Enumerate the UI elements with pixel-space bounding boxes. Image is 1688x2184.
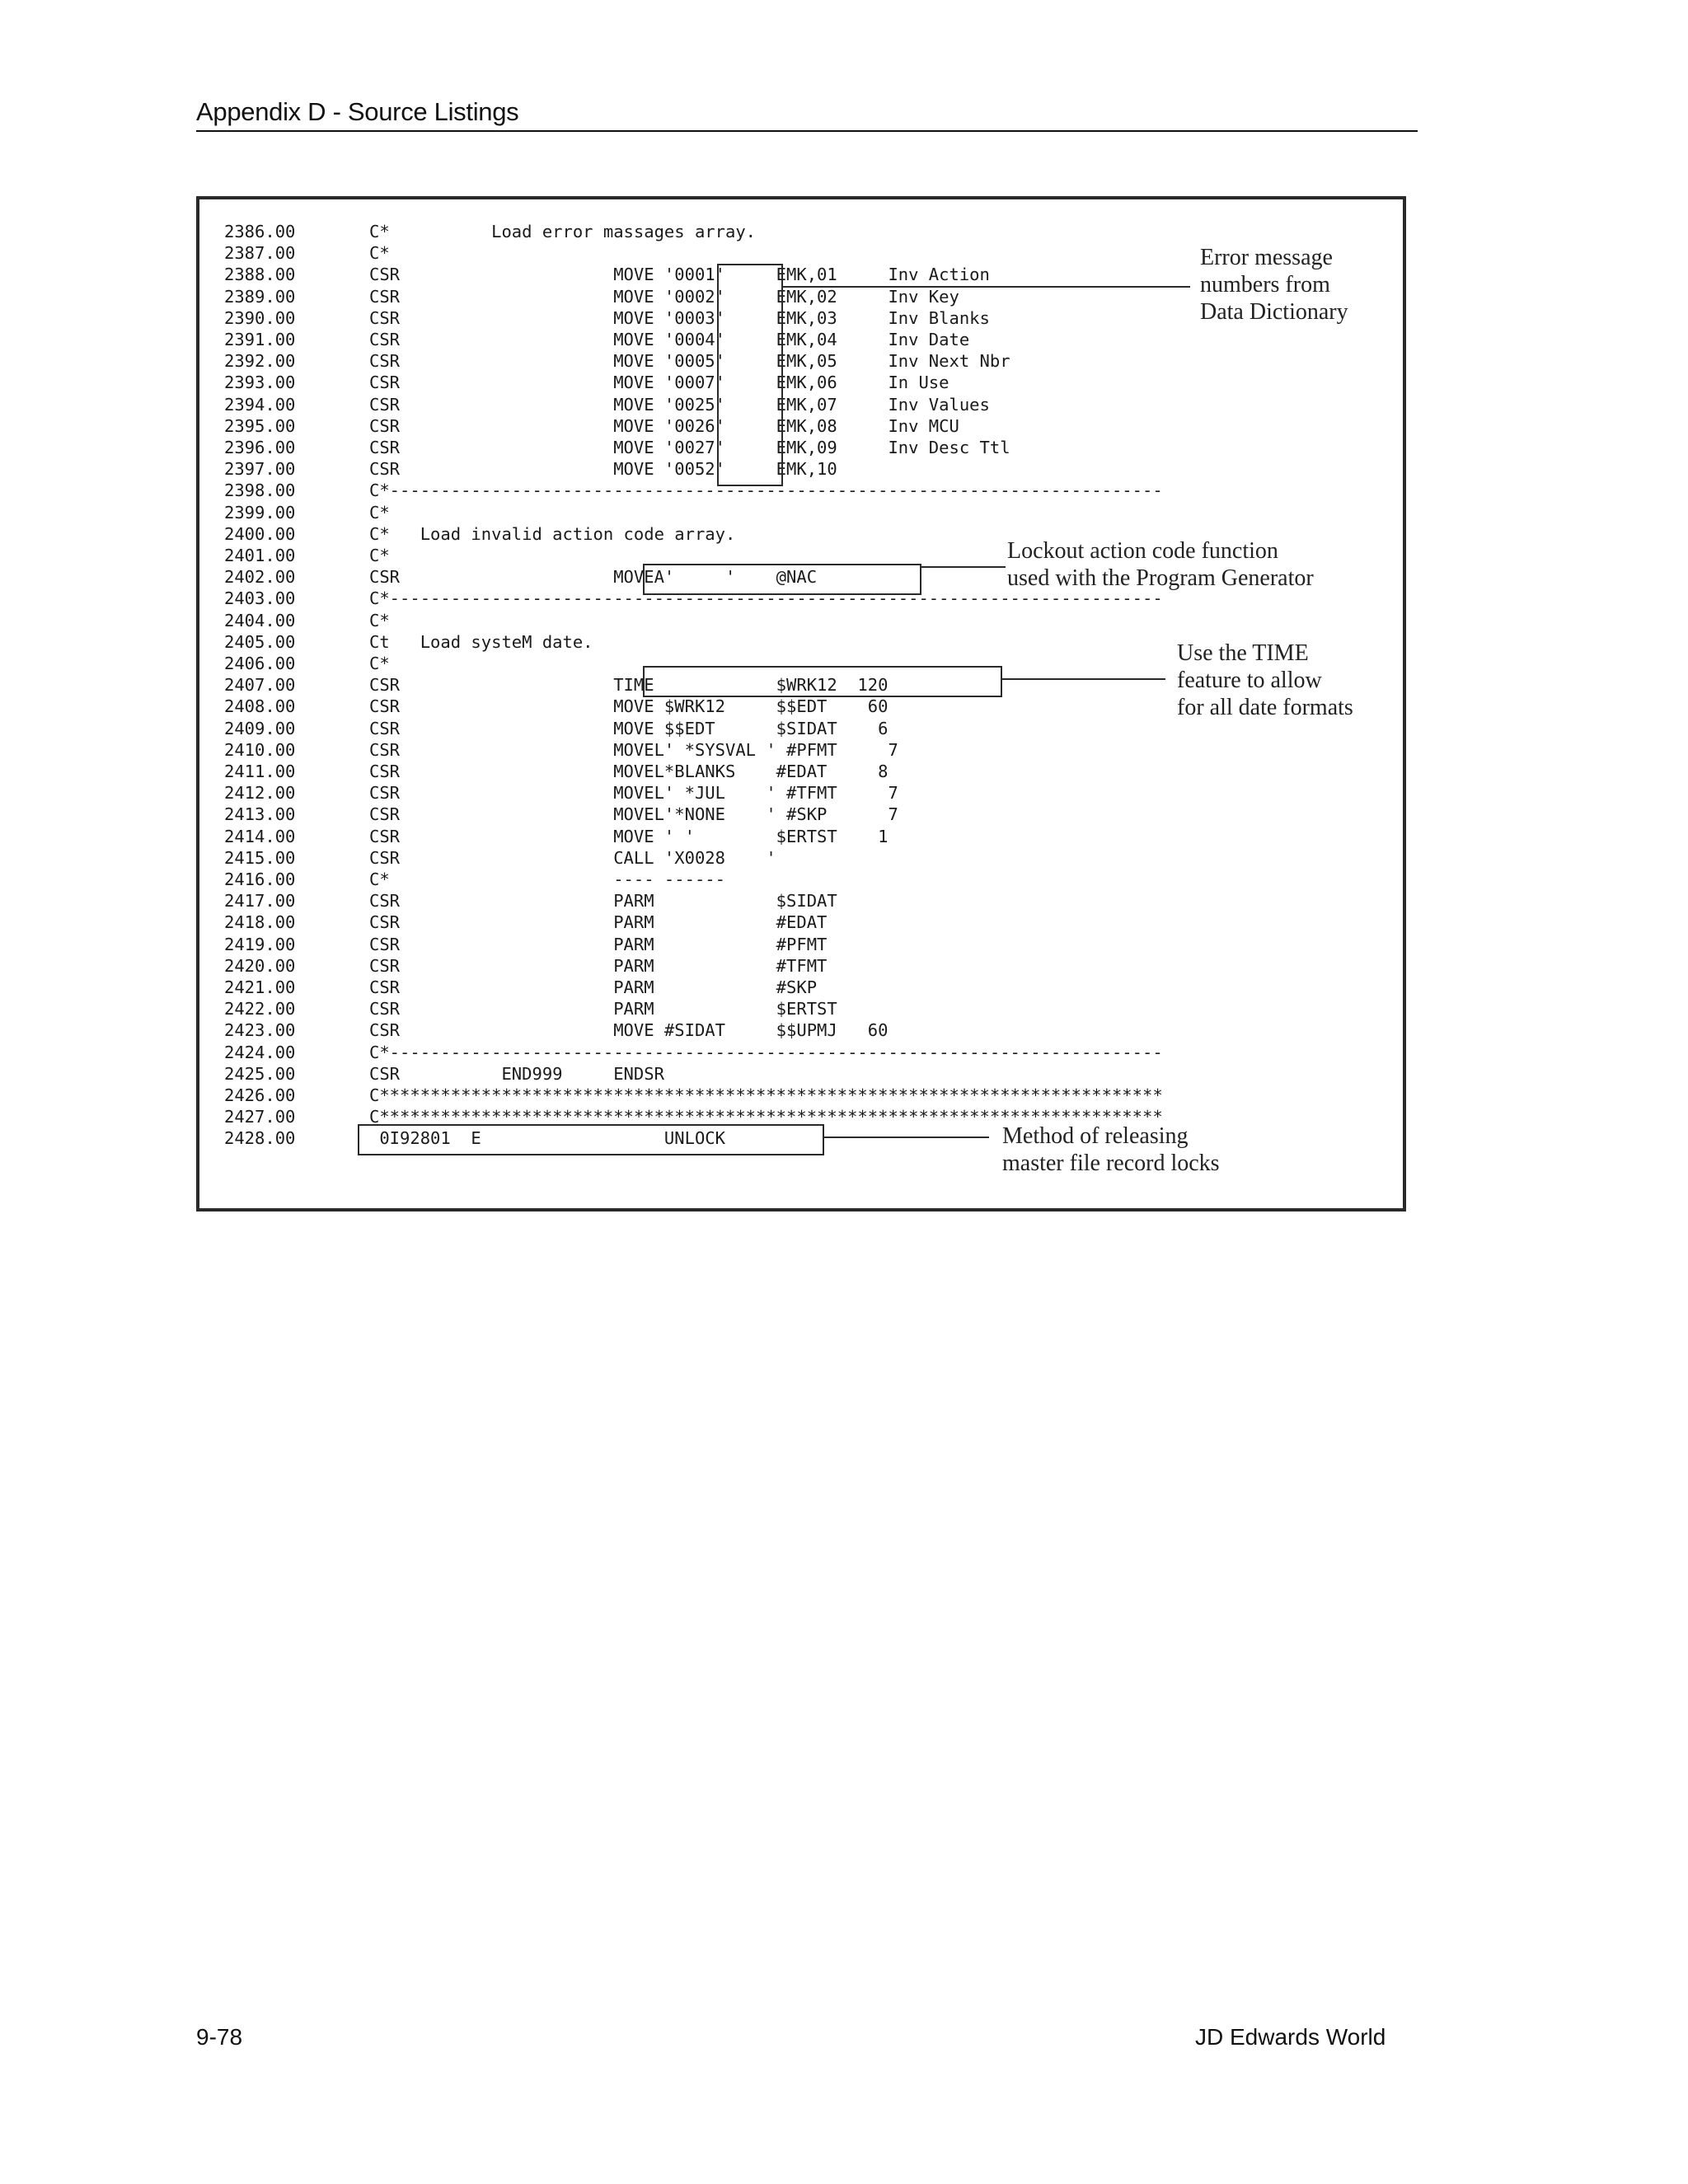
line-number: 2408.00 [224, 696, 296, 716]
line-number: 2427.00 [224, 1107, 296, 1127]
line-number: 2386.00 [224, 222, 296, 241]
footer-product: JD Edwards World [1195, 2024, 1386, 2050]
code-line: CSR TIME $WRK12 120 [369, 675, 889, 695]
line-number: 2396.00 [224, 438, 296, 457]
code-line: CSR MOVEL*BLANKS #EDAT 8 [369, 762, 889, 781]
code-line: CSR PARM $ERTST [369, 999, 837, 1019]
code-line: CSR PARM #PFMT [369, 935, 828, 954]
code-line: CSR MOVE #SIDAT $$UPMJ 60 [369, 1020, 889, 1040]
movea-box [643, 564, 921, 595]
code-line: CSR CALL 'X0028 ' [369, 848, 776, 868]
line-number: 2418.00 [224, 912, 296, 932]
code-line: CSR PARM #TFMT [369, 956, 828, 976]
code-line: CSR MOVE '0001' EMK,01 Inv Action [369, 265, 990, 284]
code-line: C* Load error massages array. [369, 222, 756, 241]
line-number: 2391.00 [224, 330, 296, 349]
code-line: CSR MOVE '0026' EMK,08 Inv MCU [369, 416, 959, 436]
code-line: C***************************************************************************** [369, 1107, 1163, 1127]
code-line: CSR END999 ENDSR [369, 1064, 664, 1084]
code-line: CSR MOVE '0025' EMK,07 Inv Values [369, 395, 990, 415]
line-number: 2397.00 [224, 459, 296, 479]
code-line: C*---------------------------------------------------------------------------- [369, 480, 1163, 500]
line-number: 2423.00 [224, 1020, 296, 1040]
note-error-messages: Error message numbers from Data Dictionary [1200, 245, 1348, 325]
code-line: C* [369, 611, 390, 630]
line-number: 2425.00 [224, 1064, 296, 1084]
line-number: 2412.00 [224, 783, 296, 803]
line-number: 2413.00 [224, 804, 296, 824]
line-number: 2398.00 [224, 480, 296, 500]
error-message-leader [781, 286, 1190, 288]
code-line: CSR MOVE '0007' EMK,06 In Use [369, 373, 950, 392]
note-time: Use the TIME feature to allow for all date formats [1177, 640, 1353, 720]
line-number: 2428.00 [224, 1128, 296, 1148]
code-line: CSR MOVE '0003' EMK,03 Inv Blanks [369, 308, 990, 328]
code-line: C* [369, 546, 390, 565]
note-lockout: Lockout action code function used with the Program Generator [1007, 538, 1314, 591]
line-number: 2392.00 [224, 351, 296, 371]
line-number: 2419.00 [224, 935, 296, 954]
code-line: C*---------------------------------------------------------------------------- [369, 1043, 1163, 1062]
line-number: 2415.00 [224, 848, 296, 868]
code-line: C* ---- ------ [369, 869, 725, 889]
code-line: CSR MOVEA' ' @NAC [369, 567, 818, 587]
line-number: 2417.00 [224, 891, 296, 911]
code-line: C***************************************************************************** [369, 1085, 1163, 1105]
line-number: 2395.00 [224, 416, 296, 436]
line-number: 2390.00 [224, 308, 296, 328]
code-line: CSR MOVEL'*NONE ' #SKP 7 [369, 804, 898, 824]
lockout-leader [920, 566, 1006, 568]
code-line: CSR MOVE '0052' EMK,10 [369, 459, 837, 479]
line-number: 2399.00 [224, 503, 296, 523]
message-codes-box [717, 264, 783, 486]
code-line: C* [369, 243, 390, 263]
code-line: CSR MOVE $WRK12 $$EDT 60 [369, 696, 889, 716]
line-number: 2394.00 [224, 395, 296, 415]
code-line: CSR MOVEL' *SYSVAL ' #PFMT 7 [369, 740, 898, 760]
line-number: 2401.00 [224, 546, 296, 565]
code-line: CSR MOVE '0005' EMK,05 Inv Next Nbr [369, 351, 1010, 371]
line-number: 2407.00 [224, 675, 296, 695]
time-box [643, 666, 1002, 697]
code-line: CSR MOVE '0002' EMK,02 Inv Key [369, 287, 959, 307]
line-number: 2410.00 [224, 740, 296, 760]
page-header-title: Appendix D - Source Listings [196, 97, 519, 126]
code-line: CSR MOVE ' ' $ERTST 1 [369, 827, 889, 846]
unlock-box [358, 1124, 824, 1155]
code-line: CSR PARM #EDAT [369, 912, 828, 932]
line-number: 2402.00 [224, 567, 296, 587]
line-number: 2409.00 [224, 719, 296, 738]
line-number: 2393.00 [224, 373, 296, 392]
line-number: 2426.00 [224, 1085, 296, 1105]
line-number: 2388.00 [224, 265, 296, 284]
page-number: 9-78 [196, 2024, 243, 2050]
line-number: 2403.00 [224, 588, 296, 608]
line-number: 2389.00 [224, 287, 296, 307]
line-number: 2414.00 [224, 827, 296, 846]
code-line: C* [369, 654, 390, 673]
code-line: CSR MOVE $$EDT $SIDAT 6 [369, 719, 889, 738]
code-line: CSR MOVE '0027' EMK,09 Inv Desc Ttl [369, 438, 1010, 457]
code-line: C*---------------------------------------------------------------------------- [369, 588, 1163, 608]
code-line: Ct Load systeM date. [369, 632, 593, 652]
line-number: 2405.00 [224, 632, 296, 652]
unlock-leader [823, 1137, 989, 1138]
code-line: CSR PARM #SKP [369, 977, 818, 997]
code-line: CSR MOVEL' *JUL ' #TFMT 7 [369, 783, 898, 803]
time-leader [1001, 678, 1165, 680]
code-line: CSR PARM $SIDAT [369, 891, 837, 911]
code-line: CSR MOVE '0004' EMK,04 Inv Date [369, 330, 970, 349]
code-line: C* Load invalid action code array. [369, 524, 736, 544]
code-line: C* [369, 503, 390, 523]
line-number: 2387.00 [224, 243, 296, 263]
line-number: 2404.00 [224, 611, 296, 630]
line-number: 2421.00 [224, 977, 296, 997]
note-unlock: Method of releasing master file record locks [1002, 1123, 1220, 1176]
line-number: 2420.00 [224, 956, 296, 976]
header-rule [196, 130, 1418, 132]
line-number: 2424.00 [224, 1043, 296, 1062]
line-number: 2400.00 [224, 524, 296, 544]
line-number: 2422.00 [224, 999, 296, 1019]
line-number: 2406.00 [224, 654, 296, 673]
line-number: 2416.00 [224, 869, 296, 889]
code-line: 0I92801 E UNLOCK [369, 1128, 725, 1148]
line-number: 2411.00 [224, 762, 296, 781]
